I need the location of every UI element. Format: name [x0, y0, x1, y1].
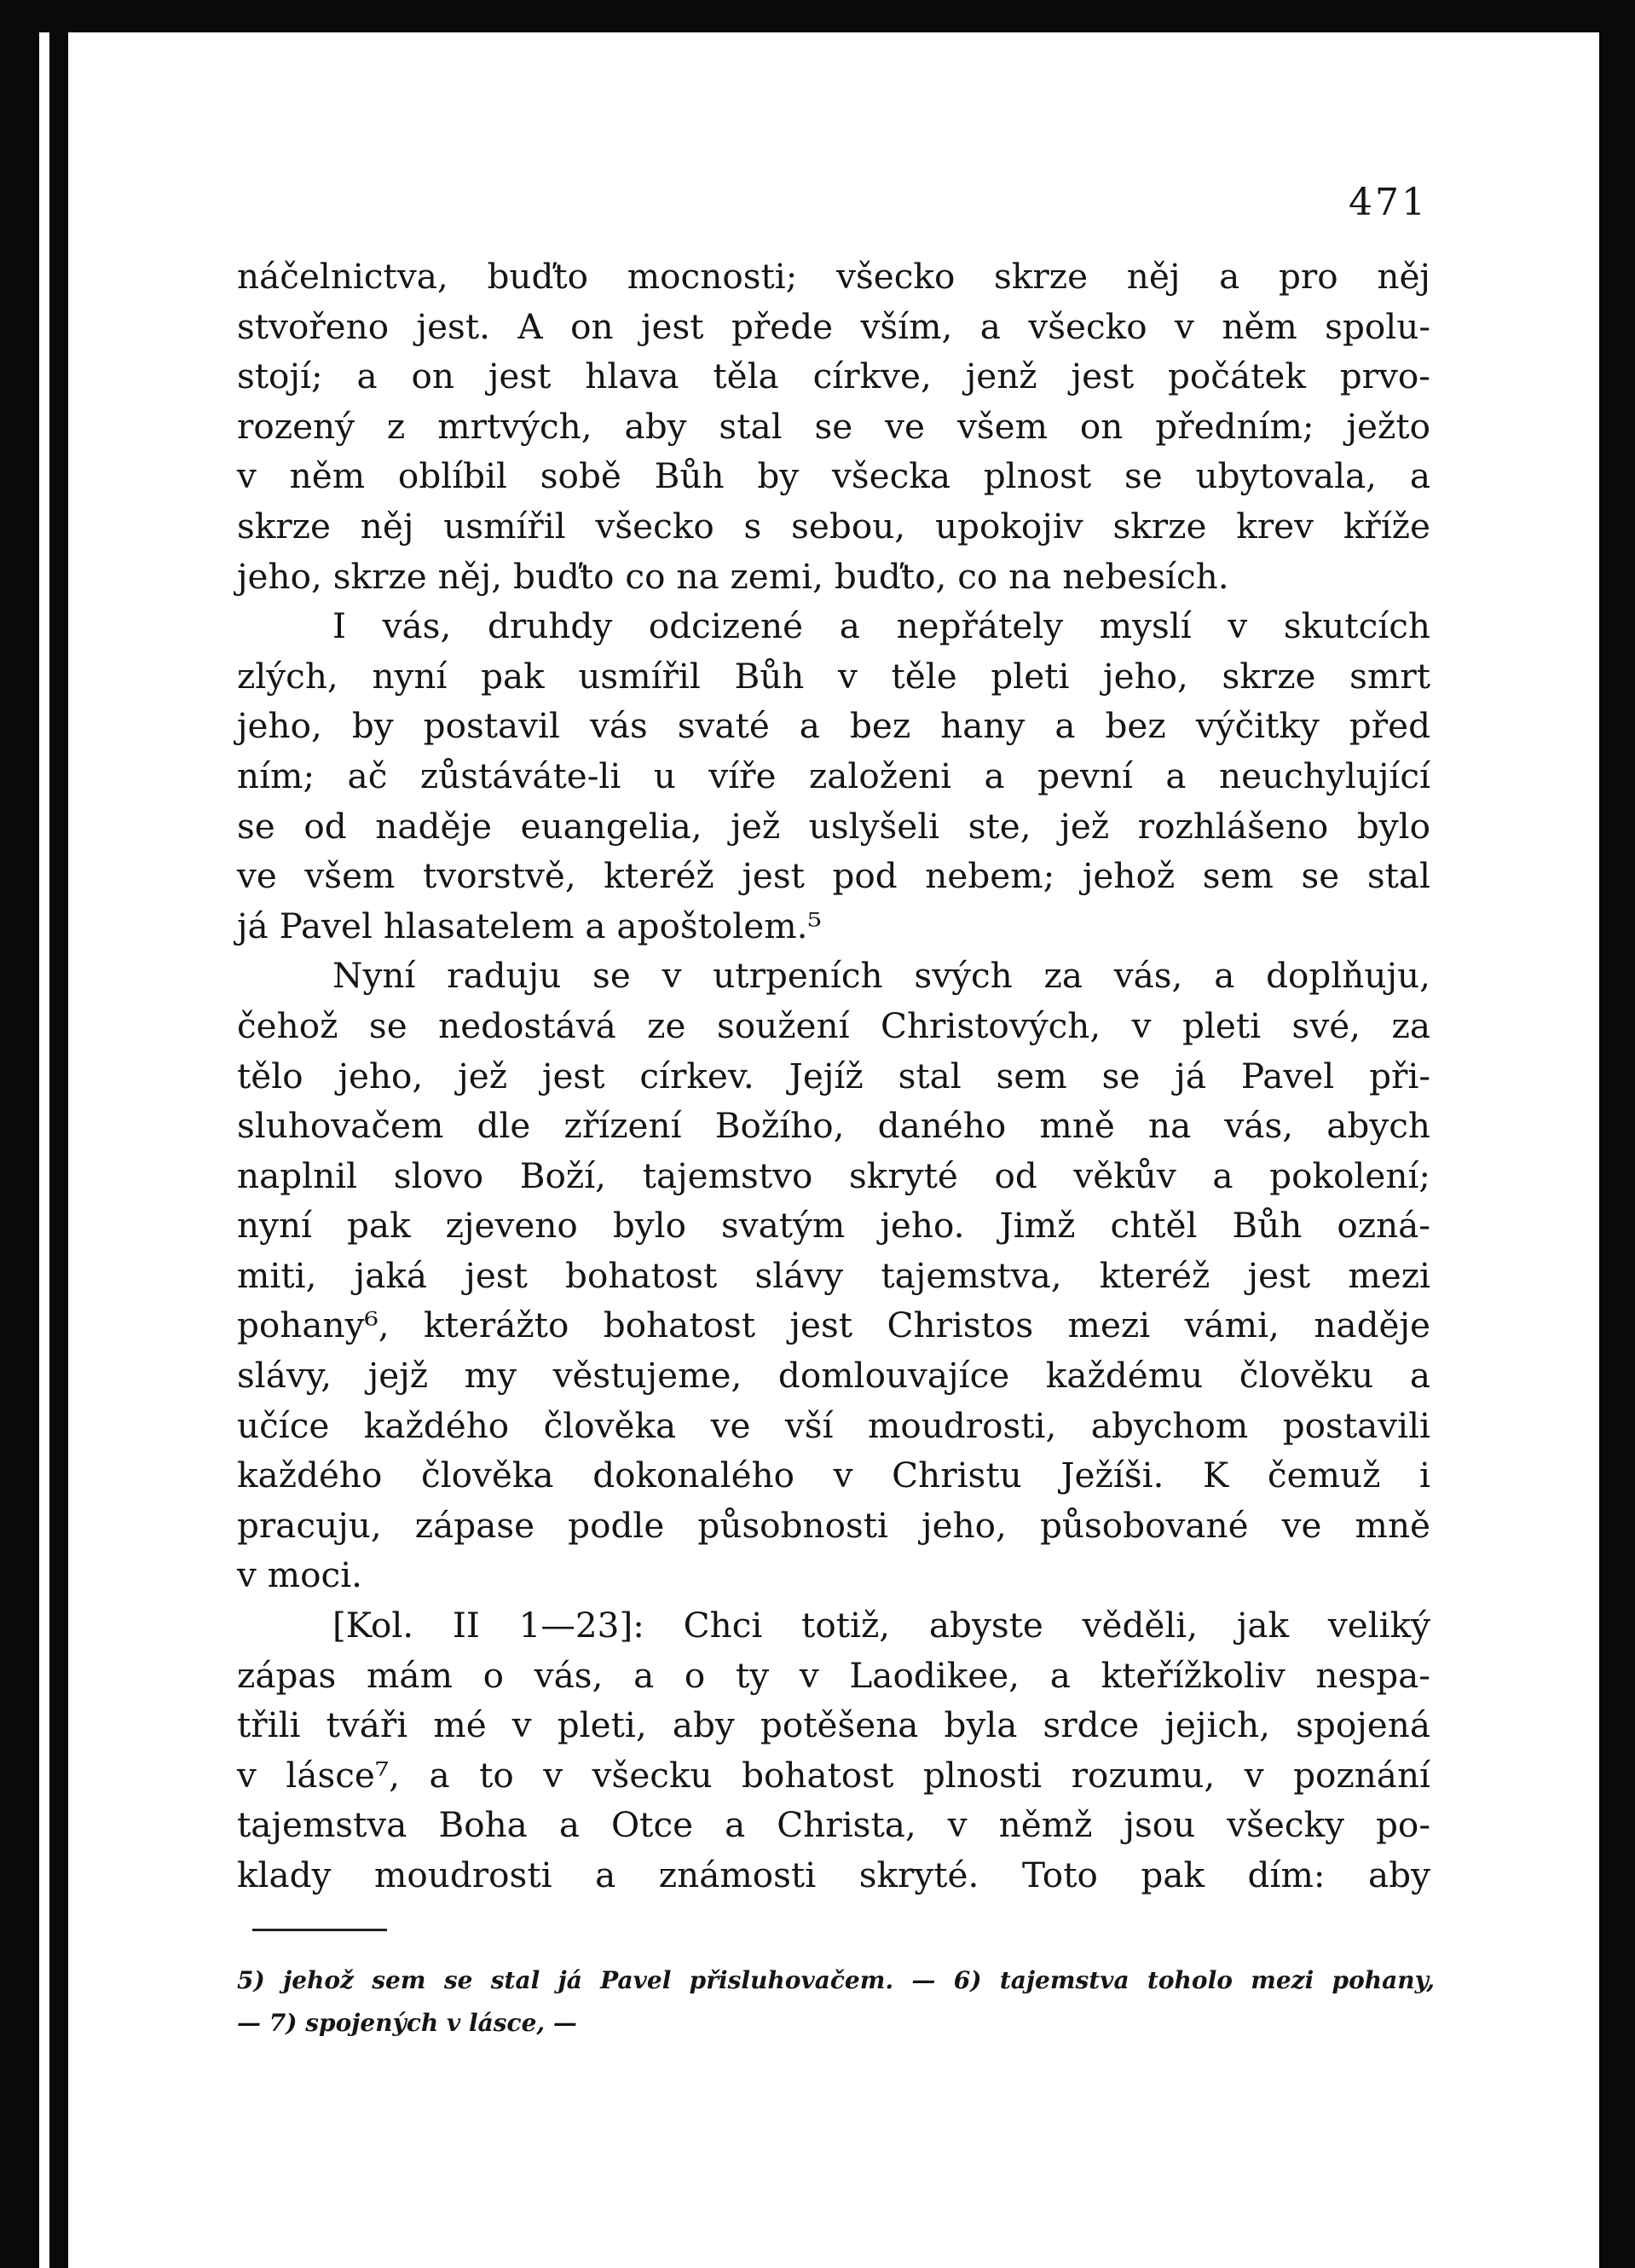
body-line: Nyní raduju se v utrpeních svých za vás, a doplňuju,: [332, 955, 1430, 997]
body-text: [237, 252, 1430, 1901]
body-line: zlých, nyní pak usmířil Bůh v těle pleti jeho, skrze smrt: [237, 655, 1430, 697]
footnote-rule: [252, 1929, 387, 1931]
body-line: klady moudrosti a známosti skryté. Toto pak dím: aby: [237, 1854, 1430, 1895]
body-line: třili tváři mé v pleti, aby potěšena byla srdce jejich, spojená: [237, 1704, 1430, 1746]
body-line: tělo jeho, jež jest církev. Jejíž stal sem se já Pavel při-: [237, 1055, 1430, 1096]
footnotes: [237, 1959, 1435, 2045]
body-line: čehož se nedostává ze soužení Christových, v pleti své, za: [237, 1004, 1430, 1046]
body-line: stojí; a on jest hlava těla církve, jenž jest počátek prvo-: [237, 356, 1430, 397]
body-line: ním; ač zůstáváte-li u víře založeni a pevní a neuchylující: [237, 755, 1430, 796]
body-line: ve všem tvorstvě, kteréž jest pod nebem; jehož sem se stal: [237, 855, 1430, 897]
footnote-line: — 7) spojených v lásce, —: [237, 2009, 577, 2037]
body-line: slávy, jejž my věstujeme, domlouvajíce každému člověku a: [237, 1355, 1430, 1397]
scan-border-right: [1599, 0, 1635, 2268]
body-line: já Pavel hlasatelem a apoštolem.⁵: [237, 905, 822, 946]
body-line: pohany⁶, kterážto bohatost jest Christos mezi vámi, naděje: [237, 1305, 1430, 1346]
body-line: I vás, druhdy odcizené a nepřátely myslí v skutcích: [332, 605, 1430, 647]
body-line: miti, jaká jest bohatost slávy tajemstva, kteréž jest mezi: [237, 1254, 1430, 1296]
body-line: sluhovačem dle zřízení Božího, daného mně na vás, abych: [237, 1105, 1430, 1147]
body-line: v něm oblíbil sobě Bůh by všecka plnost se ubytovala, a: [237, 455, 1430, 497]
scan-border-top: [0, 0, 1635, 32]
scan-border-left: [0, 0, 39, 2268]
page-number: 471: [1349, 181, 1428, 224]
body-line: se od naděje euangelia, jež uslyšeli ste, jež rozhlášeno bylo: [237, 805, 1430, 847]
body-line: rozený z mrtvých, aby stal se ve všem on předním; ježto: [237, 405, 1430, 447]
body-line: pracuju, zápase podle působnosti jeho, působované ve mně: [237, 1504, 1430, 1546]
body-line: v lásce⁷, a to v všecku bohatost plnosti rozumu, v poznání: [237, 1754, 1430, 1796]
body-line: tajemstva Boha a Otce a Christa, v němž jsou všecky po-: [237, 1804, 1430, 1846]
body-line: učíce každého člověka ve vší moudrosti, abychom postavili: [237, 1404, 1430, 1446]
footnote-line: 5) jehož sem se stal já Pavel přisluhovačem. — 6) tajemstva toholo mezi pohany,: [237, 1966, 1435, 1994]
body-line: v moci.: [237, 1554, 363, 1596]
body-line: každého člověka dokonalého v Christu Ježíši. K čemuž i: [237, 1455, 1430, 1496]
body-line: náčelnictva, buďto mocnosti; všecko skrze něj a pro něj: [237, 256, 1430, 297]
body-line: skrze něj usmířil všecko s sebou, upokojiv skrze krev kříže: [237, 505, 1430, 547]
scan-border-left-inner: [49, 32, 68, 2268]
body-line: zápas mám o vás, a o ty v Laodikee, a kteřížkoliv nespa-: [237, 1654, 1430, 1696]
body-line: naplnil slovo Boží, tajemstvo skryté od věkův a pokolení;: [237, 1154, 1430, 1196]
body-line: jeho, skrze něj, buďto co na zemi, buďto, co na nebesích.: [237, 555, 1229, 597]
body-line: stvořeno jest. A on jest přede vším, a všecko v něm spolu-: [237, 305, 1430, 347]
body-line: [Kol. II 1—23]: Chci totiž, abyste věděli, jak veliký: [332, 1605, 1430, 1646]
body-line: nyní pak zjeveno bylo svatým jeho. Jimž chtěl Bůh ozná-: [237, 1205, 1430, 1247]
body-line: jeho, by postavil vás svaté a bez hany a bez výčitky před: [237, 705, 1430, 747]
